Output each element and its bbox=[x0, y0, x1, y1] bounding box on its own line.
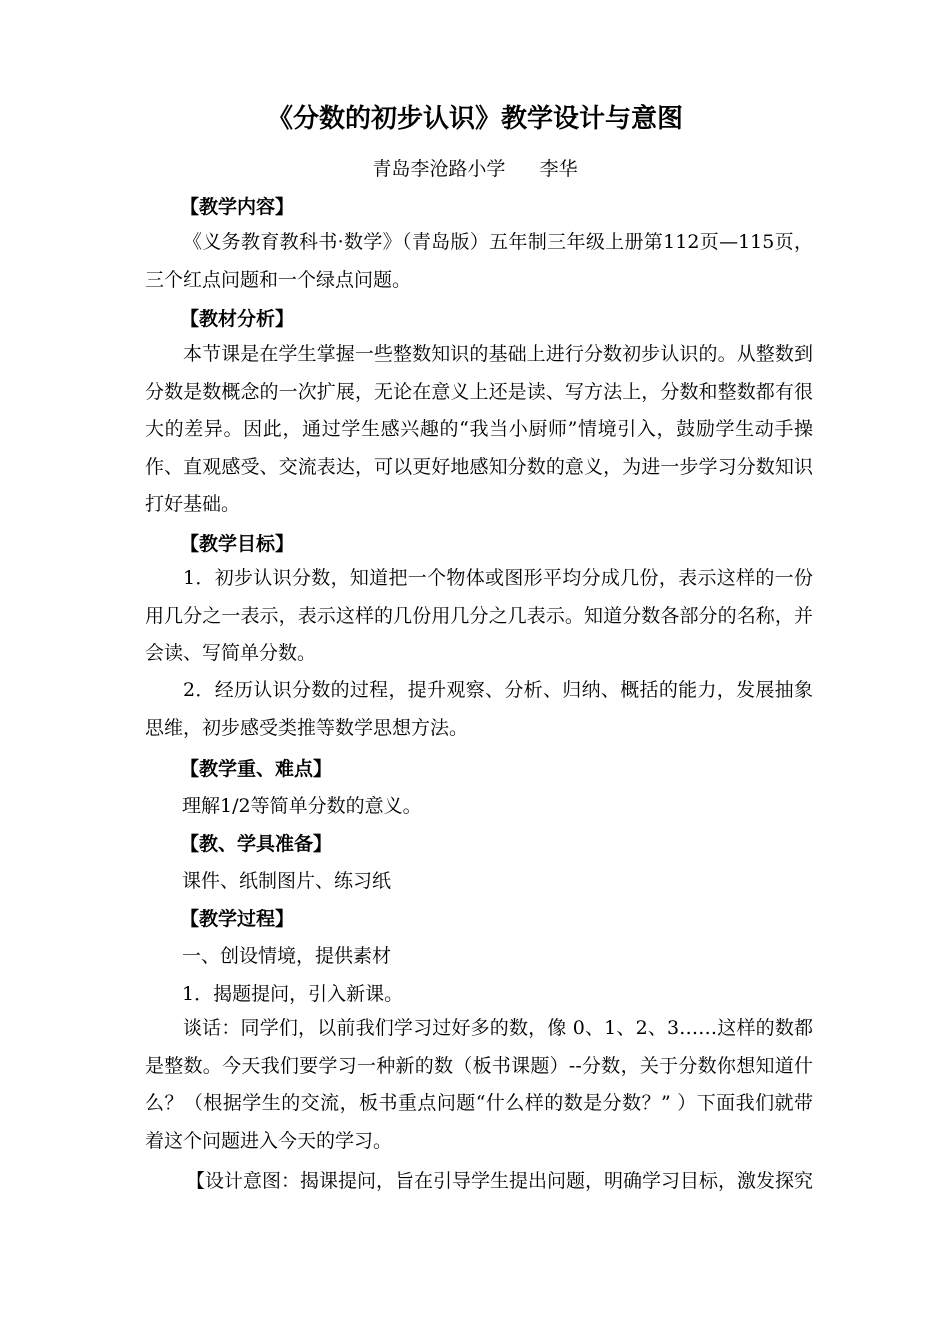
text-key-points: 理解1/2等简单分数的意义。 bbox=[182, 795, 422, 817]
paragraph-material-analysis: 本节课是在学生掌握一些整数知识的基础上进行分数初步认识的。从整数到分数是数概念的一次扩展，无论在意义上还是读、写方法上，分数和整数都有很大的差异。因此，通过学生感兴趣的“我当小厨师”情境引入，鼓励学生动手操作、直观感受、交流表达，可以更好地感知分数的意义，为进一步学习分数知识打好基础。 bbox=[145, 343, 813, 515]
heading-teaching-goals: 【教学目标】 bbox=[180, 533, 295, 555]
heading-preparation: 【教、学具准备】 bbox=[180, 833, 333, 855]
heading-teaching-process: 【教学过程】 bbox=[180, 908, 295, 930]
text-process-substep-1: 1．揭题提问，引入新课。 bbox=[182, 983, 404, 1005]
paragraph-goal-1: 1．初步认识分数，知道把一个物体或图形平均分成几份，表示这样的一份用几分之一表示，表示这样的几份用几分之几表示。知道分数各部分的名称，并会读、写简单分数。 bbox=[145, 567, 813, 664]
document-title: 《分数的初步认识》教学设计与意图 bbox=[266, 104, 683, 134]
author-line: 青岛李沧路小学 李华 bbox=[372, 158, 578, 180]
text-preparation: 课件、纸制图片、练习纸 bbox=[182, 870, 392, 892]
heading-material-analysis: 【教材分析】 bbox=[180, 308, 295, 330]
heading-teaching-content: 【教学内容】 bbox=[180, 196, 295, 218]
text-process-step-1: 一、创设情境，提供素材 bbox=[182, 945, 392, 967]
paragraph-talk: 谈话：同学们，以前我们学习过好多的数，像 0、1、2、3……这样的数都是整数。今天我们要学习一种新的数（板书课题）--分数，关于分数你想知道什么？（根据学生的交流，板书重点问题“什么样的数是分数？” ）下面我们就带着这个问题进入今天的学习。 bbox=[145, 1017, 813, 1152]
heading-key-points: 【教学重、难点】 bbox=[180, 758, 333, 780]
paragraph-teaching-content: 《义务教育教科书·数学》（青岛版）五年制三年级上册第112页—115页，三个红点问题和一个绿点问题。 bbox=[145, 231, 813, 291]
text-design-intent: 【设计意图：揭课提问，旨在引导学生提出问题，明确学习目标，激发探究 bbox=[186, 1170, 814, 1192]
paragraph-goal-2: 2．经历认识分数的过程，提升观察、分析、归纳、概括的能力，发展抽象思维，初步感受类推等数学思想方法。 bbox=[145, 679, 813, 739]
